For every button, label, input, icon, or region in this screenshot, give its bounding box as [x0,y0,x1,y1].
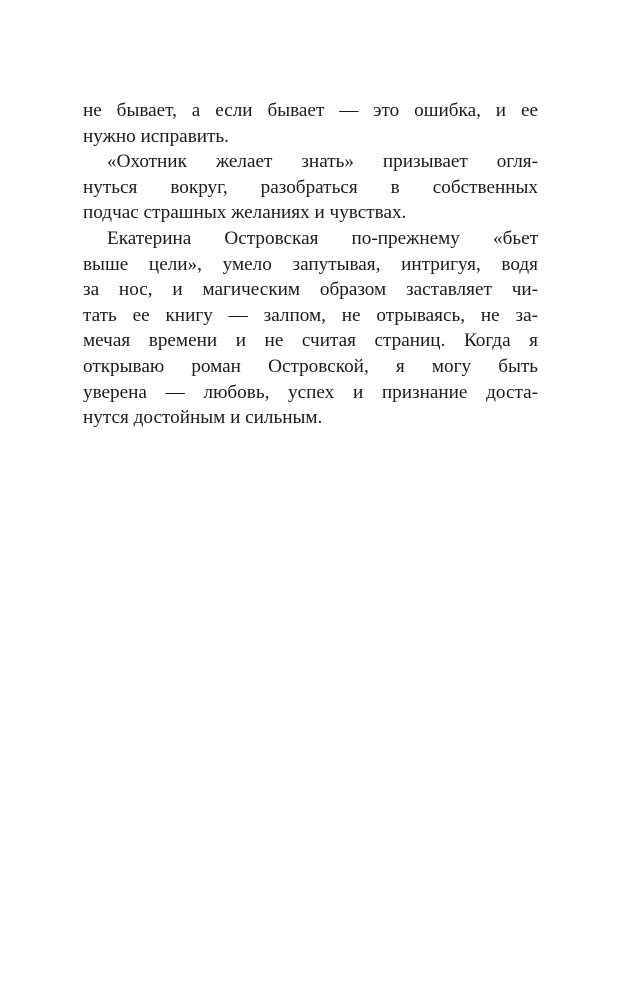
text-line: открываю роман Островской, я могу быть [83,355,538,377]
paragraph-first-line: «Охотник желает знать» призывает огля- [107,151,538,173]
text-line: уверена — любовь, успех и признание доста- [83,381,538,403]
text-line: не бывает, а если бывает — это ошибка, и ее [83,100,538,121]
text-line: тать ее книгу — залпом, не отрываясь, не за- [83,304,538,326]
text-line: нуться вокруг, разобраться в собственных [83,176,538,198]
text-line: мечая времени и не считая страниц. Когда я [83,330,538,352]
text-line: за нос, и магическим образом заставляет чи- [83,279,538,301]
body-text [83,98,538,431]
text-line: выше цели», умело запутывая, интригуя, водя [83,253,538,275]
text-line: нутся достойным и сильным. [83,407,323,429]
paragraph-first-line: Екатерина Островская по-прежнему «бьет [107,227,538,249]
text-line: подчас страшных желаниях и чувствах. [83,202,407,224]
text-line: нужно исправить. [83,125,229,147]
